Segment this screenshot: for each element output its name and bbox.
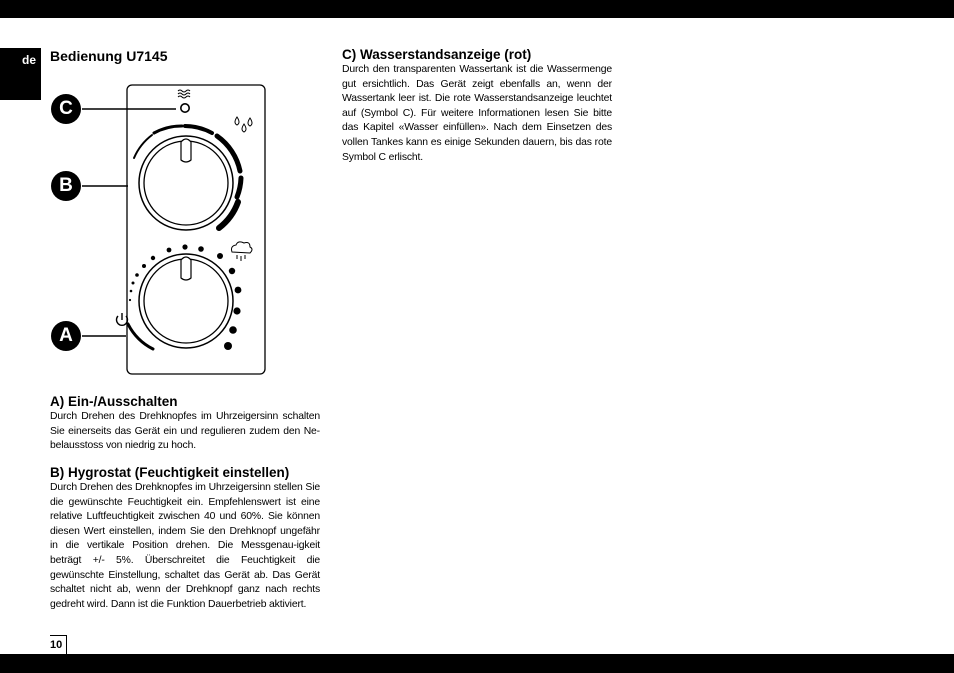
steam-icon xyxy=(178,90,190,98)
section-body: Durch Drehen des Drehknopfes im Uhrzeigersinn stellen Sie die gewünschte Feuchtigkeit ein. Empfehlenswert ist eine relative Luftfeuchtigkeit zwischen 40 und 60%. Sie können diesen Wert einstellen, indem Sie den Drehknopf ungefähr in die vertikale Position drehen. Die Messgenau-igkeit beträgt +/- 5%. Überschreitet die Feuchtigkeit die gewünschte Einstellung, schaltet das Gerät ab. Das Gerät schaltet nicht ab, wenn der Drehknopf ganz nach rechts gedreht wird. Dann ist die Funktion Dauerbetrieb aktiviert. xyxy=(50,482,320,610)
power-arc xyxy=(128,324,153,349)
callout-a-badge: A xyxy=(51,321,81,351)
droplets-icon xyxy=(235,117,252,132)
indicator-light-icon xyxy=(181,104,189,112)
section-body: Durch Drehen des Drehknopfes im Uhrzeigersinn schalten Sie einerseits das Gerät ein und regulieren zudem den Ne-belausstoss von niedrig zu hoch. xyxy=(50,411,320,452)
hygrostat-knob xyxy=(139,136,233,230)
control-panel-diagram xyxy=(52,82,268,378)
language-tab xyxy=(0,48,41,100)
page-title: Bedienung U7145 xyxy=(50,48,168,64)
callout-b-badge: B xyxy=(51,171,81,201)
top-bar xyxy=(0,0,954,18)
callout-c-badge: C xyxy=(51,94,81,124)
language-label: de xyxy=(22,53,37,67)
section-heading: A) Ein-/Ausschalten xyxy=(50,394,178,409)
cloud-droplets-icon xyxy=(232,242,253,261)
section-water-level xyxy=(342,47,612,165)
section-heading: C) Wasserstandsanzeige (rot) xyxy=(342,47,532,62)
power-icon xyxy=(117,313,128,325)
bottom-bar xyxy=(0,654,954,673)
section-body: Durch den transparenten Wassertank ist die Wassermenge gut ersichtlich. Das Gerät zeigt ebenfalls an, wenn der Wassertank leer ist. Die rote Wasserstandsanzeige leuchtet auf (Symbol C). Für weitere Informationen lesen Sie bitte das Kapitel «Wasser einfüllen». Nach dem Einsetzen des vollen Tankes kann es einige Sekunden dauern, bis das rote Symbol C erlischt. xyxy=(342,64,612,163)
section-hygrostat xyxy=(50,465,320,612)
power-knob xyxy=(139,254,233,348)
page-number: 10 xyxy=(50,635,67,654)
section-heading: B) Hygrostat (Feuchtigkeit einstellen) xyxy=(50,465,290,480)
section-on-off xyxy=(50,394,320,454)
